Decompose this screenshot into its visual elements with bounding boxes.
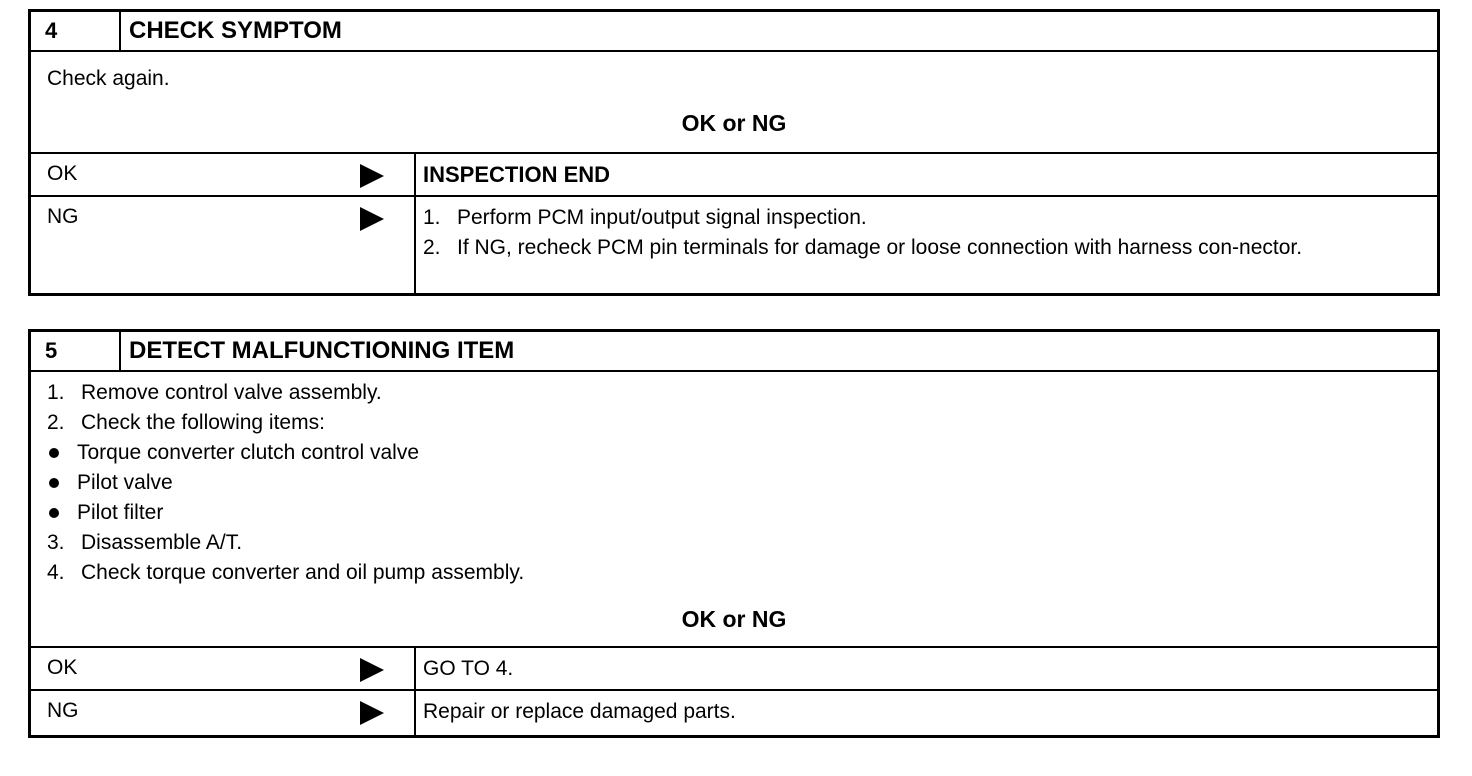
bullet-text: Pilot filter xyxy=(77,501,164,524)
ng-step-item xyxy=(423,203,1437,233)
ok-action: INSPECTION END xyxy=(423,162,611,187)
step-text: Check the following items: xyxy=(81,411,325,434)
step-4-description xyxy=(31,52,1437,154)
ok-action: GO TO 4. xyxy=(423,657,514,680)
arrow-right-icon xyxy=(360,701,384,725)
step-4-table xyxy=(28,9,1440,296)
step-5-description xyxy=(31,372,1437,648)
step-text: Perform PCM input/output signal inspection. xyxy=(457,206,867,229)
ok-condition xyxy=(31,154,416,195)
step-index: 3. xyxy=(47,531,65,554)
list-item xyxy=(47,528,524,558)
ok-or-ng-label: OK or NG xyxy=(681,110,787,136)
ng-action xyxy=(416,197,1437,294)
ok-condition xyxy=(31,648,416,689)
step-5-header xyxy=(31,332,1437,372)
arrow-right-icon xyxy=(360,658,384,682)
description-text: Check again. xyxy=(47,67,170,90)
bullet-icon xyxy=(47,438,77,468)
step-index: 4. xyxy=(47,561,65,584)
arrow-right-icon xyxy=(360,207,384,231)
ng-action: Repair or replace damaged parts. xyxy=(423,700,736,723)
bullet-text: Torque converter clutch control valve xyxy=(77,441,419,464)
step-title: CHECK SYMPTOM xyxy=(129,17,342,44)
list-item xyxy=(47,438,524,468)
ng-label: NG xyxy=(47,205,79,228)
list-item xyxy=(47,498,524,528)
step-text: Disassemble A/T. xyxy=(81,531,243,554)
ok-result-row xyxy=(31,648,1437,691)
step-text: Check torque converter and oil pump assembly. xyxy=(81,561,525,584)
ok-label: OK xyxy=(47,162,78,185)
ok-result-row xyxy=(31,154,1437,197)
step-5-table xyxy=(28,329,1440,738)
ng-result-row xyxy=(31,691,1437,735)
step-4-header xyxy=(31,12,1437,52)
step-index: 1. xyxy=(423,206,441,229)
ng-result-row xyxy=(31,197,1437,294)
arrow-right-icon xyxy=(360,164,384,188)
step-title: DETECT MALFUNCTIONING ITEM xyxy=(129,337,515,364)
ng-step-item xyxy=(423,233,1437,263)
bullet-icon xyxy=(47,468,77,498)
ok-or-ng-label: OK or NG xyxy=(681,606,787,632)
step-index: 2. xyxy=(423,236,441,259)
ng-label: NG xyxy=(47,699,79,722)
list-item xyxy=(47,558,524,588)
bullet-icon xyxy=(47,498,77,528)
ok-label: OK xyxy=(47,656,78,679)
ng-condition xyxy=(31,691,416,735)
bullet-text: Pilot valve xyxy=(77,471,173,494)
procedure-list xyxy=(47,378,524,588)
step-number: 5 xyxy=(31,332,121,370)
step-number: 4 xyxy=(31,12,121,50)
list-item xyxy=(47,408,524,438)
step-text: Remove control valve assembly. xyxy=(81,381,382,404)
list-item xyxy=(47,468,524,498)
step-index: 2. xyxy=(47,411,65,434)
list-item xyxy=(47,378,524,408)
step-text: If NG, recheck PCM pin terminals for damage or loose connection with harness con-nector. xyxy=(457,236,1303,259)
ng-condition xyxy=(31,197,416,294)
step-index: 1. xyxy=(47,381,65,404)
